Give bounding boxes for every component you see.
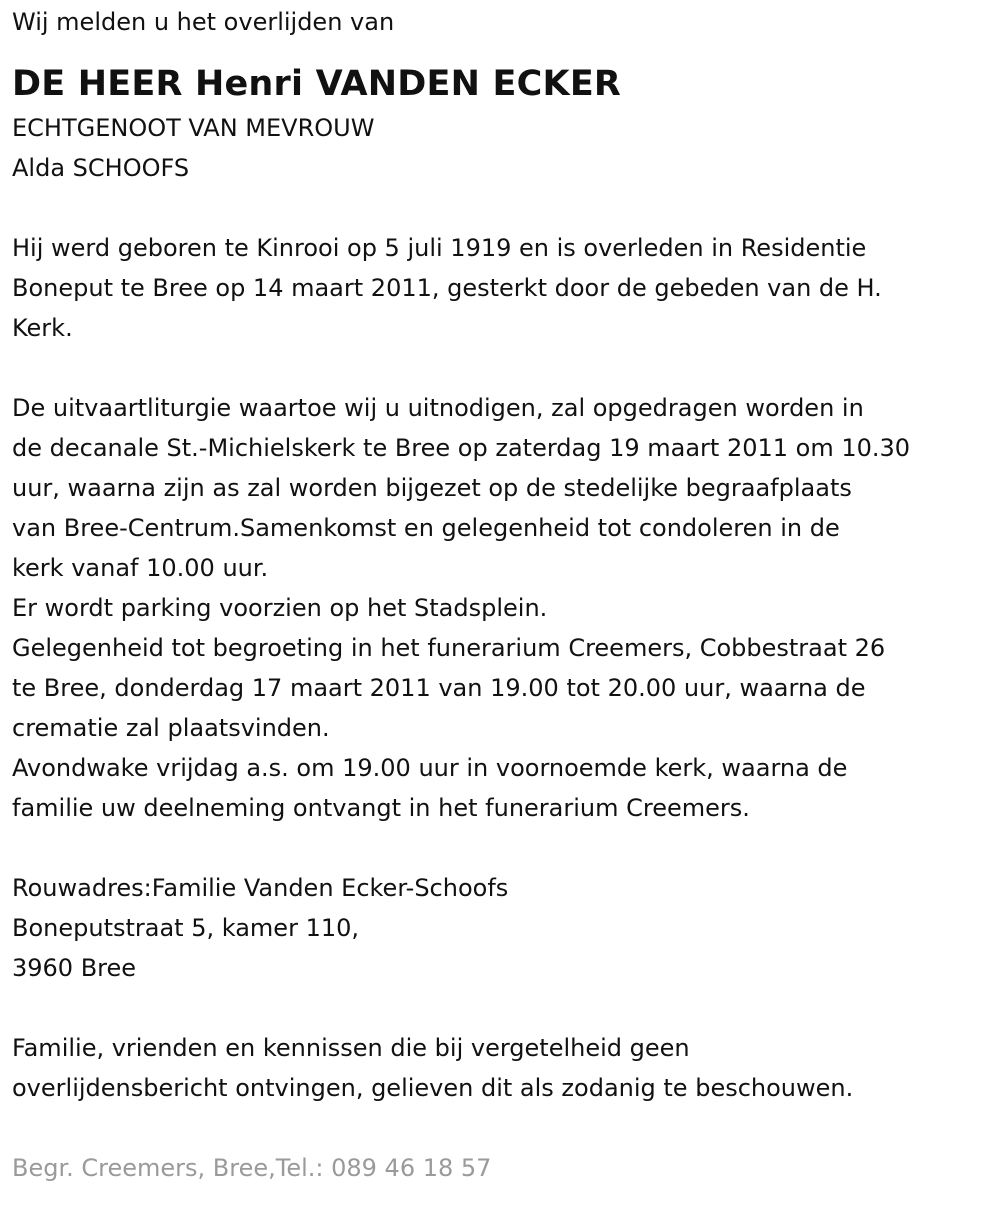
paragraph-line: De uitvaartliturgie waartoe wij u uitnodigen, zal opgedragen worden in	[12, 394, 864, 422]
paragraph-line: van Bree-Centrum.Samenkomst en gelegenheid tot condoleren in de	[12, 514, 840, 542]
spouse-label: ECHTGENOOT VAN MEVROUW	[12, 114, 375, 142]
address-line: Boneputstraat 5, kamer 110,	[12, 914, 360, 942]
address-line: Rouwadres:Familie Vanden Ecker-Schoofs	[12, 874, 509, 902]
spacer	[12, 828, 988, 868]
funeral-paragraph	[12, 388, 988, 828]
birth-death-paragraph	[12, 228, 988, 348]
paragraph-line: Gelegenheid tot begroeting in het funerarium Creemers, Cobbestraat 26	[12, 634, 886, 662]
paragraph-line: kerk vanaf 10.00 uur.	[12, 554, 269, 582]
paragraph-line: overlijdensbericht ontvingen, gelieven dit als zodanig te beschouwen.	[12, 1074, 854, 1102]
address-block	[12, 868, 988, 988]
paragraph-line: uur, waarna zijn as zal worden bijgezet op de stedelijke begraafplaats	[12, 474, 852, 502]
intro-text: Wij melden u het overlijden van	[12, 8, 395, 36]
paragraph-line: te Bree, donderdag 17 maart 2011 van 19.00 tot 20.00 uur, waarna de	[12, 674, 866, 702]
paragraph-line: crematie zal plaatsvinden.	[12, 714, 330, 742]
spacer	[12, 188, 988, 228]
paragraph-line: de decanale St.-Michielskerk te Bree op zaterdag 19 maart 2011 om 10.30	[12, 434, 911, 462]
funeral-home-footer: Begr. Creemers, Bree,Tel.: 089 46 18 57	[12, 1154, 492, 1182]
paragraph-line: Er wordt parking voorzien op het Stadsplein.	[12, 594, 548, 622]
spacer	[12, 348, 988, 388]
spacer	[12, 988, 988, 1028]
paragraph-line: Boneput te Bree op 14 maart 2011, gesterkt door de gebeden van de H.	[12, 274, 882, 302]
paragraph-line: Avondwake vrijdag a.s. om 19.00 uur in voornoemde kerk, waarna de	[12, 754, 848, 782]
paragraph-line: Kerk.	[12, 314, 73, 342]
address-line: 3960 Bree	[12, 954, 137, 982]
spouse-name: Alda SCHOOFS	[12, 154, 190, 182]
paragraph-line: Familie, vrienden en kennissen die bij vergetelheid geen	[12, 1034, 690, 1062]
closing-paragraph	[12, 1028, 988, 1108]
paragraph-line: familie uw deelneming ontvangt in het funerarium Creemers.	[12, 794, 750, 822]
paragraph-line: Hij werd geboren te Kinrooi op 5 juli 1919 en is overleden in Residentie	[12, 234, 867, 262]
spacer	[12, 1108, 988, 1148]
deceased-name: DE HEER Henri VANDEN ECKER	[12, 64, 622, 104]
